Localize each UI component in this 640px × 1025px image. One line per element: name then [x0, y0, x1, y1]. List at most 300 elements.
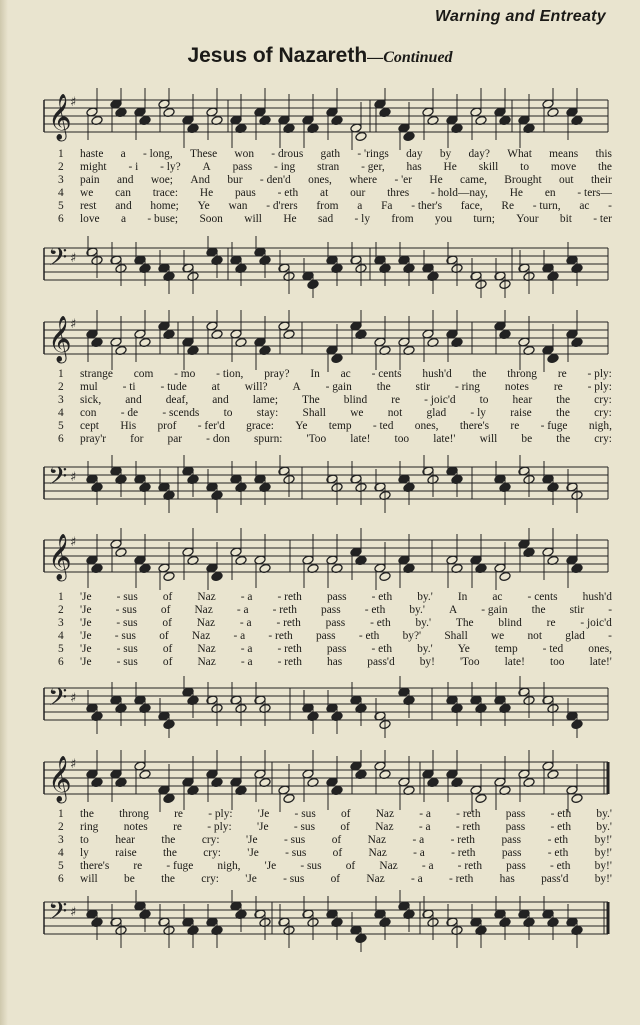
lyric-syllable: - ing	[274, 161, 296, 173]
treble-clef-icon: 𝄞	[48, 316, 72, 362]
lyric-syllable: bit	[559, 213, 572, 225]
lyric-syllable: - a	[240, 591, 253, 603]
lyric-syllable: - sus	[284, 834, 306, 846]
lyric-syllable: Soon	[199, 213, 223, 225]
lyric-syllable: - a	[240, 643, 253, 655]
lyric-syllable: of	[331, 834, 342, 846]
lyric-syllable: raise	[510, 407, 532, 419]
lyric-syllable: late!	[350, 433, 371, 445]
lyric-syllable: pass	[315, 630, 336, 642]
lyric-syllable: - reth	[268, 630, 293, 642]
lyric-syllable: the	[598, 161, 612, 173]
lyric-syllable: pass	[326, 591, 347, 603]
lyric-syllable: - ger,	[361, 161, 385, 173]
verse-line	[58, 808, 612, 821]
lyric-syllable: - de	[120, 407, 139, 419]
verse-block-2	[58, 368, 612, 446]
lyric-syllable: ly	[80, 847, 89, 859]
treble-staff	[40, 750, 612, 812]
lyric-syllables	[80, 407, 612, 420]
bass-clef-icon: 𝄢	[48, 897, 68, 932]
lyric-syllable: at	[320, 187, 329, 199]
lyric-syllable: He	[283, 213, 297, 225]
lyric-syllable: 'Je	[80, 617, 92, 629]
lyric-syllable: late!'	[433, 433, 456, 445]
lyric-syllable: face,	[460, 200, 483, 212]
sharp-icon: ♯	[70, 251, 77, 266]
lyric-syllable: - mo	[174, 368, 196, 380]
lyric-syllable: notes	[504, 381, 529, 393]
lyric-syllable: ones,	[308, 174, 332, 186]
lyric-syllable: - ters—	[577, 187, 612, 199]
lyric-syllable: - den'd	[259, 174, 291, 186]
lyric-syllable: day?	[468, 148, 490, 160]
hymn-title	[0, 44, 640, 68]
verse-number: 5	[58, 860, 64, 872]
lyric-syllable: hush'd	[582, 591, 612, 603]
lyric-syllable: spurn:	[253, 433, 283, 445]
lyric-syllable: In	[310, 368, 320, 380]
verse-line	[58, 433, 612, 446]
lyric-syllable: woe;	[150, 174, 173, 186]
lyric-syllable: at	[211, 381, 220, 393]
lyric-syllable: raise	[115, 847, 137, 859]
lyric-syllable: cry:	[201, 873, 219, 885]
lyric-syllable: there's	[459, 420, 490, 432]
lyric-syllable: His	[120, 420, 137, 432]
lyric-syllable: throng	[507, 368, 537, 380]
verse-line	[58, 834, 612, 847]
verse-line	[58, 174, 612, 187]
lyric-syllable: - sus	[116, 656, 138, 668]
lyric-syllable: par	[167, 433, 183, 445]
verse-line	[58, 394, 612, 407]
lyric-syllable: will	[479, 433, 498, 445]
lyric-syllable: the	[80, 808, 94, 820]
lyric-syllable: Naz	[196, 617, 216, 629]
lyric-syllable: - don	[206, 433, 230, 445]
lyric-syllable: - reth	[456, 808, 481, 820]
lyric-syllable: Naz	[379, 860, 398, 872]
treble-clef-icon: 𝄞	[48, 94, 72, 140]
lyric-syllable: - reth	[277, 591, 302, 603]
lyric-syllable: pray'r	[80, 433, 107, 445]
lyric-syllables	[80, 604, 612, 617]
lyric-syllable: - sus	[115, 604, 137, 616]
verse-line	[58, 200, 612, 213]
lyric-syllable: by.'	[409, 604, 425, 616]
lyric-syllable: wan	[228, 200, 248, 212]
lyric-syllable: re	[173, 821, 182, 833]
lyric-syllable: has	[499, 873, 515, 885]
verse-number: 1	[58, 808, 64, 820]
lyric-syllable: the	[161, 873, 175, 885]
lyric-syllable: the	[556, 394, 571, 406]
lyric-syllable: - fer'd	[197, 420, 225, 432]
note-head	[331, 353, 343, 363]
lyric-syllable: by!	[419, 656, 435, 668]
lyric-syllable: - ring	[455, 381, 480, 393]
lyric-syllables	[80, 591, 612, 604]
lyric-syllable: cry:	[594, 394, 612, 406]
bass-staff	[40, 890, 612, 952]
lyric-syllable: - reth	[455, 821, 481, 833]
verse-line	[58, 821, 612, 834]
lyric-syllable: - ply:	[208, 808, 233, 820]
treble-staff	[40, 528, 612, 590]
lyric-syllable: re	[546, 617, 556, 629]
lyric-syllable: He	[199, 187, 214, 199]
lyric-syllable: en	[544, 187, 556, 199]
lyric-syllable: of	[162, 656, 173, 668]
lyric-syllable: mul	[80, 381, 98, 393]
lyric-syllable: pass	[321, 604, 341, 616]
lyric-syllable: will	[244, 213, 262, 225]
lyric-syllable: nigh,	[217, 860, 241, 872]
lyric-syllable: cry:	[203, 847, 221, 859]
verse-line	[58, 591, 612, 604]
verse-line	[58, 847, 612, 860]
lyric-syllable: re	[510, 420, 520, 432]
lyric-syllable: prof	[157, 420, 177, 432]
verse-number: 4	[58, 847, 64, 859]
lyric-syllable: cry:	[201, 834, 220, 846]
bass-staff	[40, 236, 612, 298]
verse-number: 3	[58, 394, 64, 406]
lyric-syllable: Shall	[444, 630, 468, 642]
lyric-syllable: from	[391, 213, 414, 225]
verse-number: 1	[58, 368, 64, 380]
sharp-icon: ♯	[70, 757, 77, 772]
lyric-syllable: - eth	[371, 591, 393, 603]
lyric-syllable: - a	[233, 630, 246, 642]
lyric-syllable: ac	[340, 368, 351, 380]
lyric-syllable: by.'	[417, 643, 433, 655]
lyric-syllable: pain	[80, 174, 100, 186]
lyric-syllable: - eth	[550, 821, 572, 833]
lyric-syllable: 'Too	[306, 433, 327, 445]
lyric-syllable: 'Je	[257, 808, 270, 820]
lyric-syllable: Naz	[368, 847, 387, 859]
lyric-syllable: to	[479, 394, 489, 406]
lyric-syllable: - joic'd	[580, 617, 612, 629]
lyric-syllable: - eth	[549, 860, 571, 872]
bass-clef-icon: 𝄢	[48, 243, 68, 278]
lyric-syllable: - cents	[371, 368, 402, 380]
lyric-syllable: - eth	[550, 808, 572, 820]
lyric-syllable: sick,	[80, 394, 102, 406]
lyric-syllable: cept	[80, 420, 99, 432]
verse-number: 2	[58, 604, 64, 616]
verse-line	[58, 860, 612, 873]
lyric-syllable: - a	[236, 604, 249, 616]
verse-number: 4	[58, 187, 64, 199]
lyric-syllable: and	[212, 394, 229, 406]
lyric-syllable: bur	[227, 174, 243, 186]
lyric-syllable: temp	[328, 420, 352, 432]
lyric-syllable: re	[133, 860, 143, 872]
lyric-syllable: we	[350, 407, 364, 419]
lyric-syllable: by!'	[594, 860, 612, 872]
verse-number: 1	[58, 148, 64, 160]
lyric-syllable: the	[531, 604, 546, 616]
note-head	[475, 793, 487, 803]
lyric-syllable: the	[472, 368, 487, 380]
verse-number: 2	[58, 161, 64, 173]
lyric-syllable: - ly	[470, 407, 486, 419]
lyric-syllable: temp	[494, 643, 518, 655]
lyric-syllables	[80, 821, 612, 834]
note-head	[211, 571, 223, 581]
lyric-syllable: where	[349, 174, 378, 186]
lyric-syllable: will?	[244, 381, 268, 393]
lyric-syllable: to	[520, 161, 530, 173]
lyric-syllable: - ly?	[160, 161, 181, 173]
lyric-syllable: - ther's	[411, 200, 443, 212]
verse-number: 3	[58, 174, 64, 186]
lyric-syllable: The	[302, 394, 320, 406]
lyric-syllable: - sus	[294, 808, 316, 820]
lyric-syllable: pray?	[264, 368, 290, 380]
lyric-syllable: haste	[80, 148, 104, 160]
verse-block-4	[58, 808, 612, 886]
verse-number: 6	[58, 213, 64, 225]
lyric-syllable: cry:	[594, 433, 612, 445]
lyric-syllable: -	[608, 604, 612, 616]
lyric-syllable: Naz	[197, 591, 216, 603]
lyric-syllable: - eth	[277, 187, 299, 199]
lyric-syllable: What	[507, 148, 532, 160]
lyric-syllable: - reth	[448, 873, 474, 885]
lyric-syllable: - gain	[325, 381, 352, 393]
treble-clef-icon: 𝄞	[48, 756, 72, 802]
lyric-syllables	[80, 381, 612, 394]
verse-number: 4	[58, 630, 64, 642]
lyric-syllable: pass'd	[367, 656, 395, 668]
lyric-syllable: of	[330, 873, 341, 885]
bass-staff	[40, 455, 612, 517]
lyric-syllable: - sus	[293, 821, 316, 833]
verse-line	[58, 407, 612, 420]
lyric-syllable: by?'	[402, 630, 422, 642]
lyric-syllable: 'Je	[247, 847, 259, 859]
lyric-syllable: has	[327, 656, 343, 668]
lyric-syllable: 'Je	[246, 834, 258, 846]
lyric-syllable: - reth	[276, 617, 301, 629]
verse-number: 1	[58, 591, 64, 603]
lyric-syllable: thres	[387, 187, 410, 199]
lyric-syllable: a	[120, 148, 126, 160]
lyric-syllable: from	[316, 200, 339, 212]
verse-number: 6	[58, 656, 64, 668]
sharp-icon: ♯	[70, 905, 77, 920]
verse-line	[58, 381, 612, 394]
lyric-syllable: pass	[505, 808, 526, 820]
lyric-syllable: - a	[240, 656, 253, 668]
lyric-syllable: of	[159, 630, 169, 642]
lyric-syllable: -	[608, 200, 612, 212]
lyric-syllable: sad	[317, 213, 334, 225]
lyric-syllable: - sus	[116, 591, 138, 603]
treble-staff	[40, 88, 612, 150]
lyric-syllable: by.'	[417, 591, 433, 603]
lyric-syllable: will	[80, 873, 98, 885]
note-head	[403, 131, 415, 141]
lyric-syllable: re	[391, 394, 401, 406]
lyric-syllable: Ye	[197, 200, 210, 212]
lyric-syllable: of	[340, 821, 350, 833]
lyric-syllables	[80, 394, 612, 407]
lyric-syllable: - sus	[283, 873, 305, 885]
lyric-syllable: and	[117, 174, 134, 186]
lyric-syllable: - reth	[450, 834, 475, 846]
lyric-syllable: there's	[80, 860, 110, 872]
lyric-syllables	[80, 187, 612, 200]
lyric-syllable: - 'rings	[357, 148, 389, 160]
lyric-syllable: ac	[579, 200, 590, 212]
lyric-syllables	[80, 860, 612, 873]
lyric-syllable: - reth	[277, 643, 302, 655]
lyric-syllable: stay:	[256, 407, 279, 419]
lyric-syllable: gath	[320, 148, 341, 160]
lyric-syllable: home;	[150, 200, 179, 212]
lyric-syllable: late!	[504, 656, 525, 668]
lyric-syllable: love	[80, 213, 100, 225]
lyric-syllable: a	[120, 213, 127, 225]
lyric-syllable: Ye	[295, 420, 308, 432]
lyric-syllable: con	[80, 407, 97, 419]
lyric-syllable: - fuge	[540, 420, 568, 432]
lyric-syllable: not	[527, 630, 543, 642]
lyric-syllable: 'Too	[459, 656, 480, 668]
verse-block-1	[58, 148, 612, 226]
lyric-syllable: - 'er	[394, 174, 412, 186]
lyric-syllable: hear	[115, 834, 135, 846]
note-head	[283, 793, 295, 803]
lyric-syllable: pass	[325, 617, 346, 629]
lyric-syllable: hush'd	[422, 368, 452, 380]
lyric-syllable: of	[162, 591, 173, 603]
lyric-syllable: lame;	[252, 394, 278, 406]
lyric-syllable: grace:	[246, 420, 274, 432]
lyric-syllables	[80, 873, 612, 886]
lyric-syllable: won	[234, 148, 255, 160]
lyric-syllable: paus	[234, 187, 256, 199]
lyric-syllable: you	[434, 213, 453, 225]
lyric-syllable: of	[340, 808, 351, 820]
lyric-syllable: - reth	[451, 847, 476, 859]
lyric-syllable: pass	[501, 847, 522, 859]
verse-number: 5	[58, 420, 64, 432]
lyric-syllables	[80, 420, 612, 433]
lyric-syllable: - scends	[162, 407, 200, 419]
lyric-syllable: - sus	[285, 847, 307, 859]
treble-staff	[40, 310, 612, 372]
verse-number: 5	[58, 200, 64, 212]
lyric-syllable: - reth	[272, 604, 297, 616]
lyric-syllable: and	[125, 394, 142, 406]
lyric-syllables	[80, 834, 612, 847]
lyric-syllable: - gain	[481, 604, 508, 616]
lyric-syllable: - eth	[547, 834, 569, 846]
lyric-syllables	[80, 808, 612, 821]
lyric-syllable: nigh,	[588, 420, 612, 432]
sharp-icon: ♯	[70, 691, 77, 706]
lyric-syllable: might	[80, 161, 107, 173]
lyric-syllable: our	[350, 187, 366, 199]
lyric-syllable: - d'rers	[266, 200, 298, 212]
verse-line	[58, 420, 612, 433]
lyric-syllable: - a	[419, 808, 431, 820]
lyric-syllable: - eth	[364, 604, 386, 616]
lyric-syllable: means	[549, 148, 579, 160]
verse-number: 4	[58, 407, 64, 419]
lyric-syllable: can	[115, 187, 131, 199]
lyric-syllable: - a	[413, 847, 425, 859]
lyric-syllables	[80, 200, 612, 213]
lyric-syllable: - ted	[372, 420, 394, 432]
lyric-syllable: not	[387, 407, 403, 419]
lyric-syllable: - ply:	[587, 381, 612, 393]
lyric-syllables	[80, 213, 612, 226]
lyric-syllable: deaf,	[165, 394, 189, 406]
lyric-syllable: by!'	[594, 834, 612, 846]
section-header: Warning and Entreaty	[434, 8, 606, 25]
lyric-syllable: and	[115, 200, 132, 212]
verse-block-3	[58, 591, 612, 669]
verse-number: 6	[58, 433, 64, 445]
lyric-syllable: 'Je	[245, 873, 257, 885]
verse-line	[58, 643, 612, 656]
lyric-syllable: - a	[412, 834, 425, 846]
lyric-syllable: 'Je	[80, 591, 92, 603]
note-head	[571, 793, 583, 803]
lyric-syllable: a	[357, 200, 363, 212]
lyric-syllable: turn;	[473, 213, 495, 225]
bass-clef-icon: 𝄢	[48, 683, 68, 718]
lyric-syllable: - reth	[457, 860, 483, 872]
lyric-syllable: glad	[565, 630, 585, 642]
verse-line	[58, 148, 612, 161]
lyric-syllable: He	[509, 187, 523, 199]
lyric-syllable: - a	[421, 860, 434, 872]
lyric-syllable: blind	[498, 617, 522, 629]
hymn-title-main: Jesus of Nazareth	[187, 44, 368, 67]
lyric-syllable: - ly	[354, 213, 371, 225]
lyric-syllable: their	[590, 174, 612, 186]
lyric-syllable: came,	[460, 174, 487, 186]
lyric-syllable: - sus	[300, 860, 322, 872]
lyric-syllable: 'Je	[80, 656, 92, 668]
lyric-syllable: be	[521, 433, 533, 445]
lyric-syllable: of	[162, 617, 172, 629]
sharp-icon: ♯	[70, 317, 77, 332]
lyric-syllable: trace:	[152, 187, 179, 199]
lyric-syllable: - a	[410, 873, 423, 885]
note-head	[379, 571, 391, 581]
lyric-syllable: day	[406, 148, 423, 160]
lyric-syllable: by.'	[596, 808, 612, 820]
lyric-syllable: - tion,	[216, 368, 244, 380]
verse-line	[58, 161, 612, 174]
lyric-syllable: the	[555, 407, 570, 419]
lyric-syllables	[80, 643, 612, 656]
verse-number: 2	[58, 821, 64, 833]
lyric-syllable: too	[549, 656, 565, 668]
lyric-syllable: stran	[317, 161, 340, 173]
lyric-syllable: re	[174, 808, 183, 820]
lyric-syllable: - eth	[547, 847, 569, 859]
